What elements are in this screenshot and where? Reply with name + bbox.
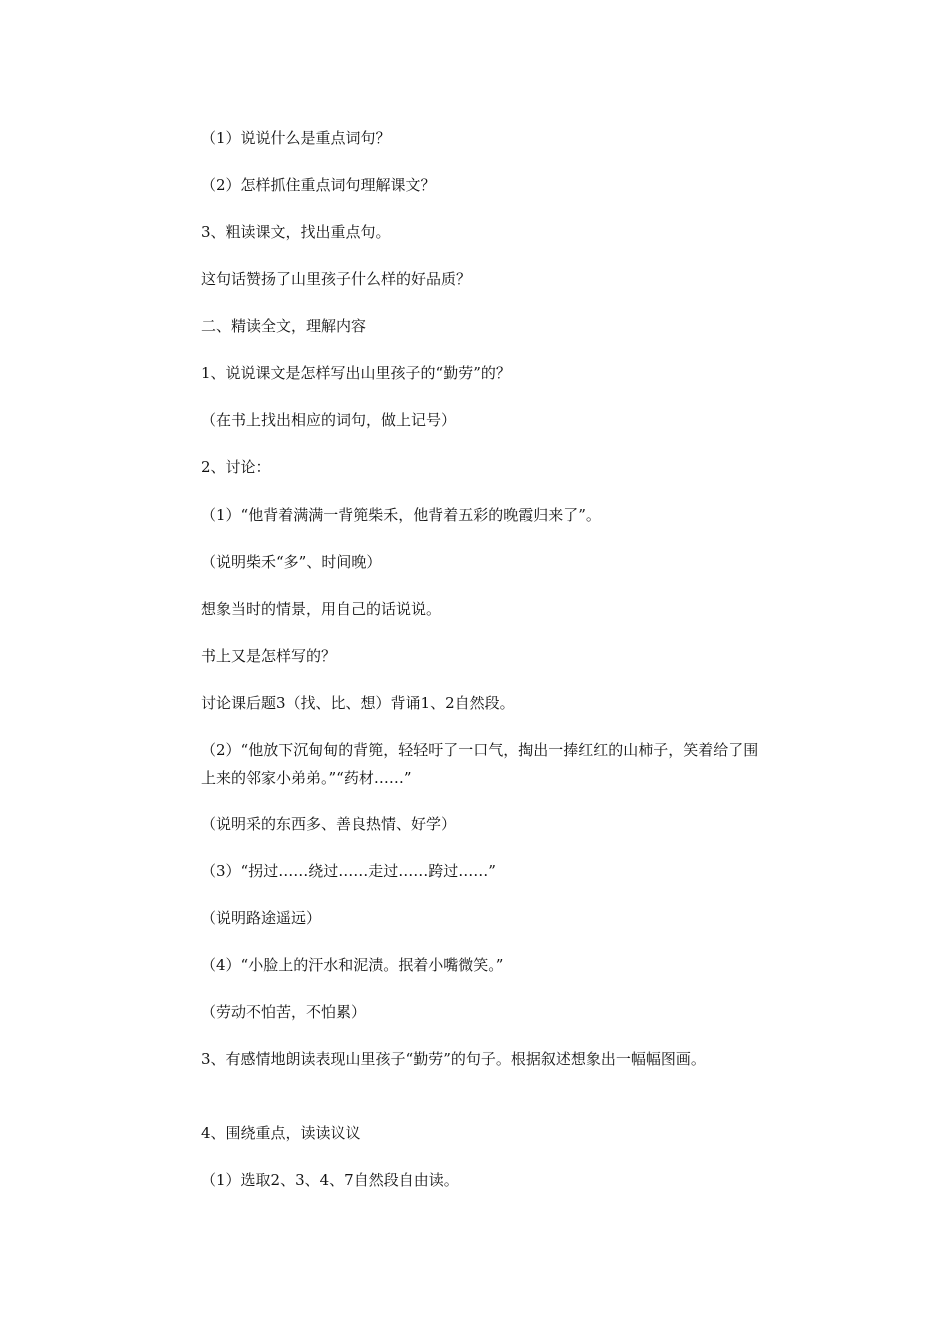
paragraph: （1）说说什么是重点词句？ [201,129,391,147]
paragraph: （说明采的东西多、善良热情、好学） [201,815,457,833]
paragraph: 这句话赞扬了山里孩子什么样的好品质？ [201,270,472,288]
section-heading: 二、精读全文，理解内容 [201,317,367,335]
paragraph: 3、有感情地朗读表现山里孩子“勤劳”的句子。根据叙述想象出一幅幅图画。 [201,1050,706,1068]
paragraph: 2、讨论： [201,458,271,476]
paragraph: （1）选取2、3、4、7自然段自由读。 [201,1171,459,1189]
paragraph: （劳动不怕苦，不怕累） [201,1003,367,1021]
paragraph: 讨论课后题3（找、比、想）背诵1、2自然段。 [201,694,515,712]
paragraph: 1、说说课文是怎样写出山里孩子的“勤劳”的？ [201,364,511,382]
paragraph: （3）“拐过……绕过……走过……跨过……” [201,862,496,880]
paragraph: 4、围绕重点，读读议议 [201,1124,361,1142]
paragraph: 书上又是怎样写的？ [201,647,337,665]
paragraph: （说明路途遥远） [201,909,322,927]
paragraph: 3、粗读课文，找出重点句。 [201,223,391,241]
paragraph: （说明柴禾“多”、时间晚） [201,553,382,571]
paragraph: （4）“小脸上的汗水和泥渍。抿着小嘴微笑。” [201,956,504,974]
paragraph: （2）“他放下沉甸甸的背篼，轻轻吁了一口气，掏出一捧红红的山柿子，笑着给了围上来的邻家小弟弟。”“药材……” [201,741,759,787]
paragraph: （在书上找出相应的词句，做上记号） [201,411,457,429]
paragraph: 想象当时的情景，用自己的话说说。 [201,600,442,618]
paragraph: （2）怎样抓住重点词句理解课文？ [201,176,436,194]
paragraph: （1）“他背着满满一背篼柴禾，他背着五彩的晚霞归来了”。 [201,506,601,524]
